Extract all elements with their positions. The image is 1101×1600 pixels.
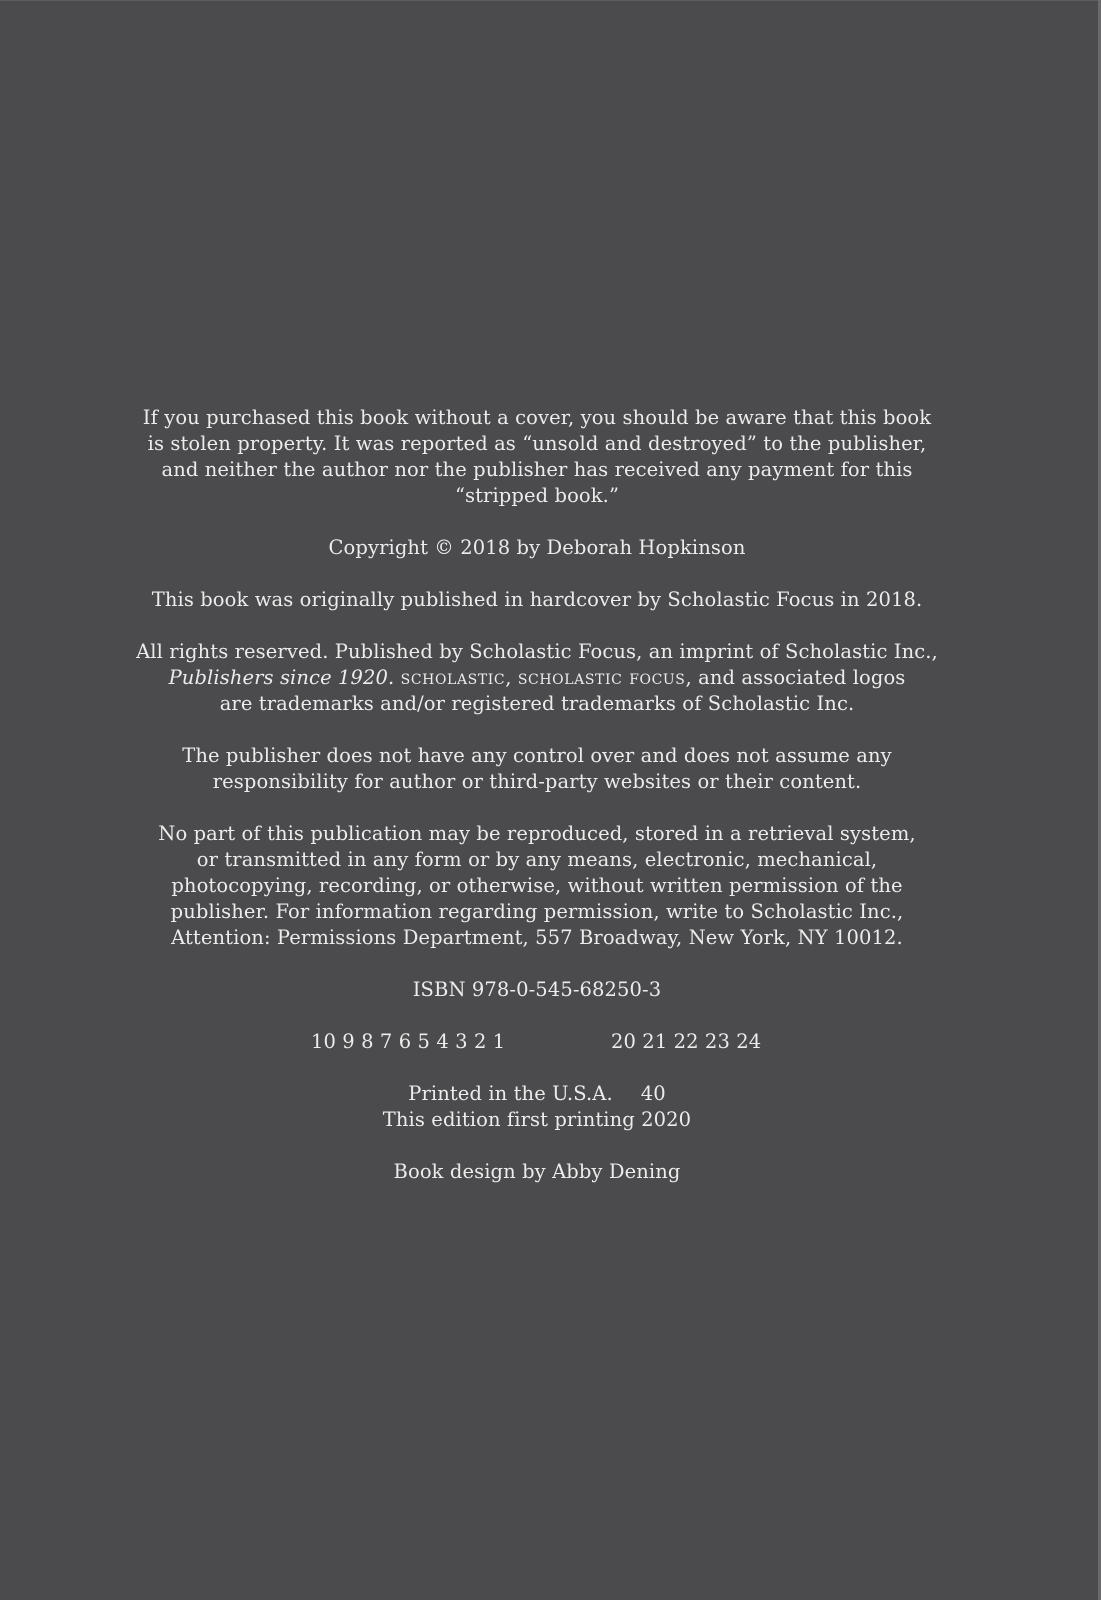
copyright-text-block: [0, 405, 1074, 1211]
design-credit: [0, 1159, 1074, 1185]
stripped-notice-line: and neither the author nor the publisher has received any payment for this: [161, 458, 913, 481]
rights-line-2: [0, 665, 1074, 691]
isbn-block: [0, 977, 1074, 1003]
printed-in-line: [0, 1081, 1074, 1107]
copyright-line: Copyright © 2018 by Deborah Hopkinson: [328, 536, 746, 559]
printing-numbers-row: [0, 1029, 1074, 1055]
book-design-credit: Book design by Abby Dening: [393, 1160, 681, 1183]
reproduction-notice-line: Attention: Permissions Department, 557 Broadway, New York, NY 10012.: [171, 926, 903, 949]
trademark-scholastic-focus: scholastic focus: [517, 666, 686, 689]
rights-line-2-rest: , and associated logos: [685, 666, 906, 689]
reproduction-notice-line: No part of this publication may be reproduced, stored in a retrieval system,: [158, 822, 916, 845]
edition-printing: This edition first printing 2020: [382, 1108, 692, 1131]
printing-year-numbers: 20 21 22 23 24: [611, 1030, 762, 1053]
rights-reserved-notice: [0, 639, 1074, 717]
stripped-book-notice: [0, 405, 1074, 509]
top-border: [0, 0, 1101, 1]
printing-line-numbers: 10 9 8 7 6 5 4 3 2 1: [311, 1030, 506, 1053]
printed-code: 40: [640, 1082, 666, 1105]
isbn: ISBN 978-0-545-68250-3: [412, 978, 662, 1001]
reproduction-notice-line: or transmitted in any form or by any means, electronic, mechanical,: [196, 848, 878, 871]
stripped-notice-line: is stolen property. It was reported as “unsold and destroyed” to the publisher,: [147, 432, 927, 455]
printed-in: Printed in the U.S.A.: [408, 1082, 613, 1105]
printing-info: [0, 1081, 1074, 1133]
rights-line-3: are trademarks and/or registered trademarks of Scholastic Inc.: [219, 692, 855, 715]
websites-disclaimer-line: The publisher does not have any control over and does not assume any: [182, 744, 892, 767]
copyright-statement: [0, 535, 1074, 561]
reproduction-notice-line: publisher. For information regarding permission, write to Scholastic Inc.,: [170, 900, 904, 923]
trademark-scholastic: scholastic: [400, 666, 506, 689]
reproduction-notice: [0, 821, 1074, 951]
websites-disclaimer: [0, 743, 1074, 795]
stripped-notice-line: If you purchased this book without a cover, you should be aware that this book: [142, 406, 932, 429]
reproduction-notice-line: photocopying, recording, or otherwise, without written permission of the: [171, 874, 903, 897]
publishers-since-text: Publishers since 1920.: [168, 666, 395, 689]
stripped-notice-line: “stripped book.”: [454, 484, 620, 507]
websites-disclaimer-line: responsibility for author or third-party websites or their content.: [212, 770, 862, 793]
rights-line-1: All rights reserved. Published by Scholastic Focus, an imprint of Scholastic Inc.,: [136, 640, 938, 663]
original-publication-note: [0, 587, 1074, 613]
original-publication-line: This book was originally published in hardcover by Scholastic Focus in 2018.: [151, 588, 923, 611]
trademark-separator: ,: [505, 666, 518, 689]
